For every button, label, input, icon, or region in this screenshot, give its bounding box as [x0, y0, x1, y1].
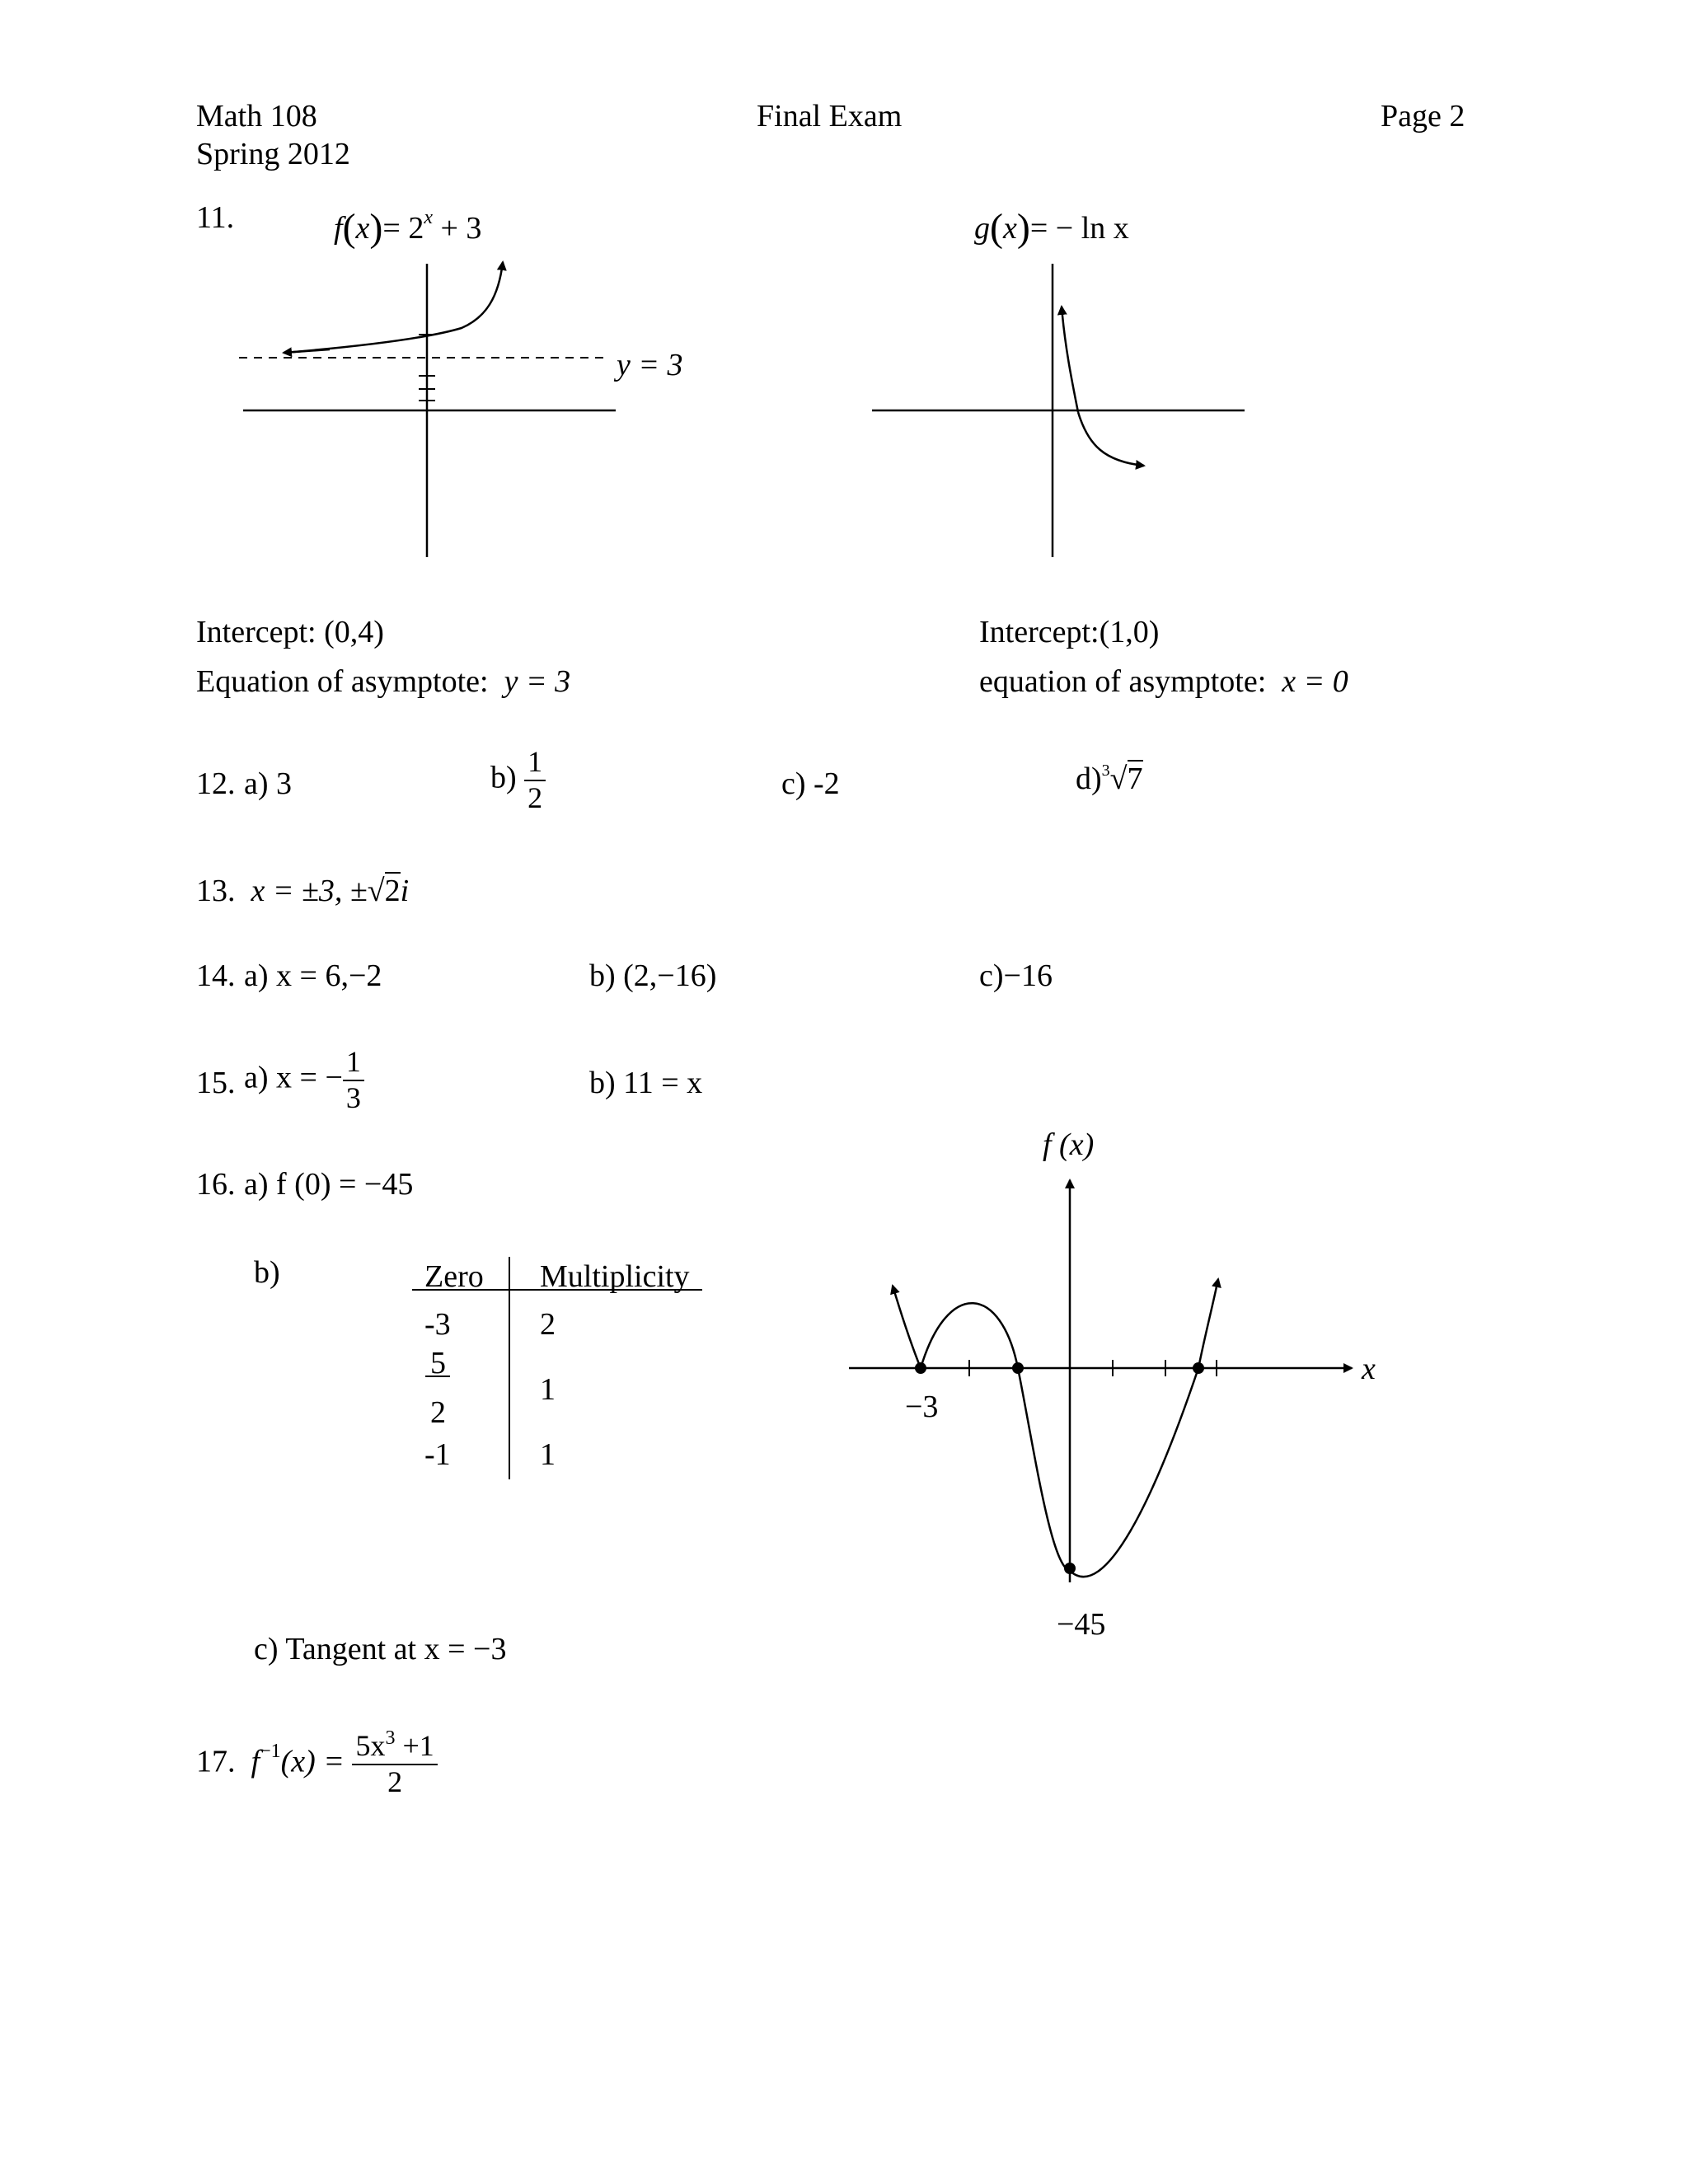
multiplicity-header: Multiplicity [540, 1259, 690, 1294]
poly-curve-left [893, 1286, 921, 1368]
y-intercept-point [1064, 1563, 1076, 1574]
exam-title: Final Exam [757, 99, 903, 134]
f-arg: x [355, 211, 370, 246]
table-mult: 1 [540, 1372, 556, 1407]
g-graph [872, 264, 1245, 557]
poly-tick-label-neg3: −3 [905, 1390, 939, 1424]
q15-b: b) 11 = x [589, 1066, 703, 1100]
g-arg: x [1002, 211, 1017, 246]
zero-point [915, 1362, 926, 1374]
q14-number: 14. [196, 958, 236, 993]
poly-x-label: x [1362, 1352, 1376, 1386]
g-curve-right [1078, 412, 1144, 466]
q13: 13. x = ±3, ±√2i [196, 874, 410, 908]
q17: 17. $f^{-1}(x)$ = $\frac{5x^3 +1}{2}$ [196, 1731, 438, 1798]
table-mult: 1 [540, 1437, 556, 1472]
q14-a: a) x = 6,−2 [244, 958, 382, 993]
g-curve-up [1062, 307, 1078, 412]
q11-f-equation: $f(x)= 2^x + 3$ [334, 206, 482, 250]
q12-c: c) -2 [781, 766, 840, 801]
q16-b-label: b) [254, 1255, 280, 1290]
g-rhs: = − ln x [1029, 211, 1129, 246]
q11-number: 11. [196, 200, 235, 235]
term: Spring 2012 [196, 137, 350, 171]
table-zero: -3 [424, 1307, 451, 1342]
q11-f-asymptote: Equation of asymptote: y = 3 [196, 664, 571, 699]
q15-a: a) x = − $\frac{1}{3}$ [244, 1047, 364, 1114]
table-zero-den: 2 [430, 1395, 446, 1430]
q16-a: a) f (0) = −45 [244, 1167, 414, 1202]
q12-a: a) 3 [244, 766, 293, 801]
q11-g-asymptote: equation of asymptote: x = 0 [979, 664, 1348, 699]
f-curve-right [284, 262, 503, 353]
q12-b: b) $\frac{1}{2}$ [490, 747, 546, 814]
fraction: $\frac{1}{2}$ [524, 747, 546, 814]
f-rhs-base: = 2 [382, 211, 424, 246]
zero-header: Zero [424, 1259, 484, 1294]
g-name: g [974, 211, 990, 246]
fraction: $\frac{1}{3}$ [343, 1047, 364, 1114]
f-graph [239, 262, 616, 557]
q11-f-intercept: Intercept: (0,4) [196, 615, 384, 649]
q14-c: c)−16 [979, 958, 1053, 993]
f-rhs-tail: + 3 [433, 211, 482, 246]
asymptote-label: y = 3 [617, 348, 683, 382]
q12-d: d)$^3$√7 [1076, 762, 1143, 796]
q16-c: c) Tangent at x = −3 [254, 1632, 507, 1666]
q11-g-intercept: Intercept:(1,0) [979, 615, 1160, 649]
poly-tick-label-neg45: −45 [1057, 1607, 1106, 1642]
table-zero-num: 5 [430, 1346, 446, 1380]
zero-point [1012, 1362, 1024, 1374]
q14-b: b) (2,−16) [589, 958, 717, 993]
q15-number: 15. [196, 1066, 236, 1100]
table-mult: 2 [540, 1307, 556, 1342]
poly-graph [849, 1180, 1352, 1582]
zero-point [1193, 1362, 1204, 1374]
q12-number: 12. [196, 766, 236, 801]
fraction: $\frac{5x^3 +1}{2}$ [352, 1731, 437, 1798]
course-name: Math 108 [196, 99, 317, 134]
q16-number: 16. [196, 1167, 236, 1202]
poly-y-label: f (x) [1043, 1127, 1095, 1162]
f-name: f [334, 211, 343, 246]
q11-g-equation: g(x)= − ln x [974, 206, 1129, 250]
table-zero: -1 [424, 1437, 451, 1472]
page-number: Page 2 [1381, 99, 1465, 134]
f-rhs-exp: x [424, 207, 433, 228]
